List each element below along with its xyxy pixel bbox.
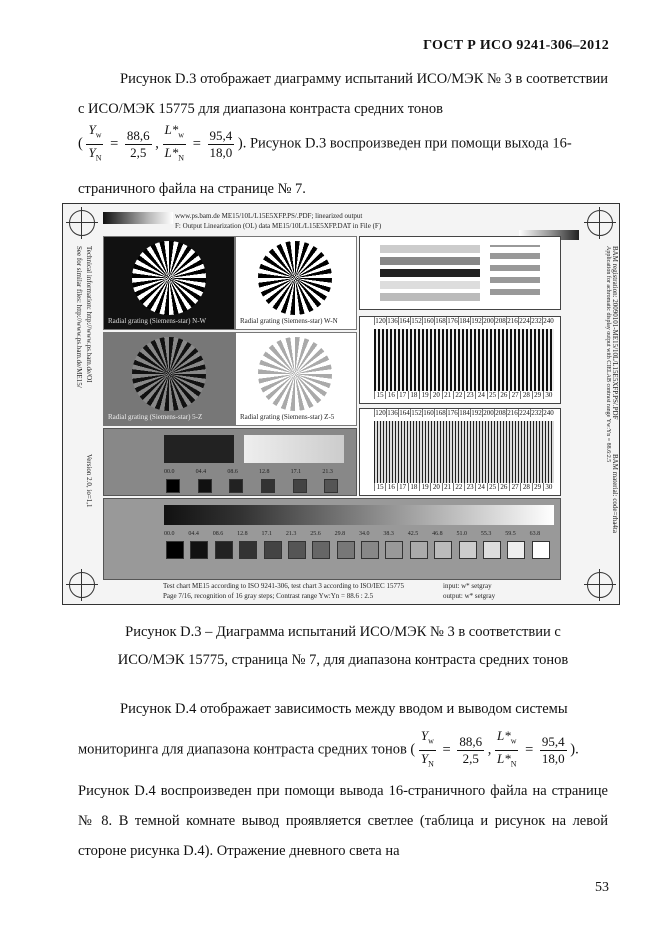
scale-tick-label: 216	[507, 317, 518, 325]
gray-step-label: 46.8	[432, 531, 443, 537]
gray-step-label: 42.5	[407, 531, 419, 537]
scale-tick-label: 184	[459, 409, 470, 417]
siemens-star-label: Radial grating (Siemens-star) 5-Z	[108, 413, 203, 421]
fraction-values-2	[208, 128, 235, 161]
v2-den: 18,0	[209, 144, 233, 160]
registration-mark-icon	[587, 210, 613, 236]
scale-bottom	[374, 391, 554, 399]
scale-tick-label: 164	[399, 317, 410, 325]
gray-gradient	[164, 505, 554, 525]
yn-sub: N	[95, 153, 102, 163]
scale-tick-label: 160	[423, 409, 434, 417]
siemens-star-panel	[103, 332, 235, 426]
scale-tick-label: 23	[464, 483, 475, 491]
equals-sign-2: =	[192, 135, 201, 152]
scale-tick-label: 15	[374, 483, 385, 491]
paragraph-2-continuation: мониторинга для диапазона контраста средних тонов (	[78, 741, 416, 758]
gray-step-square	[324, 479, 338, 493]
scale-tick-label: 240	[543, 409, 554, 417]
gray-step-square	[293, 479, 307, 493]
scale-tick-label: 29	[532, 391, 543, 399]
chart-bottom-right-2: output: w* setgray	[443, 592, 496, 600]
formula-line-2	[78, 728, 579, 772]
gray-step-square	[288, 541, 306, 559]
scale-tick-label: 15	[374, 391, 385, 399]
gray-step-square	[385, 541, 403, 559]
scale-tick-label: 200	[483, 317, 494, 325]
gray-step-block	[164, 435, 234, 463]
gray-band	[380, 269, 480, 277]
step-row	[164, 469, 354, 491]
gray-step-label: 00.0	[164, 531, 175, 537]
gray-step-square	[312, 541, 330, 559]
scale-tick-label: 29	[532, 483, 543, 491]
gray-step-square	[166, 479, 180, 493]
fraction-y	[419, 728, 436, 772]
scale-tick-label: 28	[520, 391, 531, 399]
siemens-star-panel	[235, 236, 357, 330]
gray-step-label: 63.8	[529, 531, 541, 537]
paragraph-1-end: страничного файла на странице № 7.	[78, 181, 306, 197]
scale-tick-label: 25	[487, 483, 498, 491]
scale-tick-label: 168	[435, 409, 446, 417]
gray-step-square	[261, 479, 275, 493]
scale-tick-label: 20	[430, 391, 441, 399]
scale-tick-label: 216	[507, 409, 518, 417]
registration-mark-icon	[69, 210, 95, 236]
siemens-star-panel	[235, 332, 357, 426]
scale-tick-label: 240	[543, 317, 554, 325]
lw-symbol: L*	[496, 728, 511, 743]
scale-tick-label: 192	[471, 409, 482, 417]
siemens-star-label: Radial grating (Siemens-star) N-W	[108, 317, 207, 325]
siemens-star-panel	[103, 236, 235, 330]
scale-tick-label: 22	[453, 391, 464, 399]
registration-mark-icon	[587, 572, 613, 598]
gray-step-label: 34.0	[359, 531, 370, 537]
scale-tick-label: 136	[387, 409, 398, 417]
gray-step-label: 25.6	[310, 531, 321, 537]
scale-tick-label: 16	[385, 391, 396, 399]
fraction-l	[163, 122, 187, 166]
scale-tick-label: 23	[464, 391, 475, 399]
gray-step-panel	[103, 428, 357, 496]
figure-caption-line-2: ИСО/МЭК 15775, страница № 7, для диапазона контраста средних тонов	[117, 652, 569, 668]
paragraph-1-continuation: ). Рисунок D.3 воспроизведен при помощи выхода 16-	[237, 135, 572, 152]
right-vertical-text-1: BAM registration: 20090101-ME15/10L/L15E5XFP.PS/.PDF	[611, 246, 619, 420]
gray-step-label: 59.5	[505, 531, 516, 537]
scale-tick-label: 18	[408, 483, 419, 491]
gray-step-label: 08.6	[227, 469, 238, 475]
chart-bottom-line-2: Page 7/16, recognition of 16 gray steps; Contrast range Yw:Yn = 88.6 : 2.5	[163, 592, 374, 600]
gray-step-square	[459, 541, 477, 559]
lw-symbol: L*	[164, 122, 179, 137]
scale-tick-label: 232	[531, 409, 542, 417]
gray-step-label: 21.3	[322, 469, 333, 475]
scale-tick-label: 192	[471, 317, 482, 325]
step-row	[164, 531, 554, 571]
line-raster-panel	[359, 316, 561, 404]
scale-tick-label: 21	[442, 483, 453, 491]
comma: ,	[487, 741, 492, 758]
scale-tick-label: 20	[430, 483, 441, 491]
ln-symbol: L*	[496, 750, 511, 766]
v1-den: 2,5	[130, 144, 147, 160]
scale-tick-label: 22	[453, 483, 464, 491]
gray-step-label: 08.6	[212, 531, 224, 537]
lw-sub: w	[178, 130, 185, 140]
yw-sub: w	[95, 130, 102, 140]
fraction-values-1	[125, 128, 152, 161]
gray-band	[380, 293, 480, 301]
gray-step-square	[434, 541, 452, 559]
scale-tick-label: 24	[475, 483, 486, 491]
gray-step-label: 17.1	[290, 469, 302, 475]
scale-tick-label: 30	[543, 391, 554, 399]
gray-band	[490, 245, 540, 301]
scale-tick-label: 224	[519, 317, 530, 325]
gray-band	[380, 257, 480, 265]
scale-top	[374, 317, 554, 325]
gray-step-square	[483, 541, 501, 559]
ln-symbol: L*	[164, 144, 179, 160]
chart-bottom-line-1: Test chart ME15 according to ISO 9241-306, test chart 3 according to ISO/IEC 15775	[163, 582, 404, 590]
test-chart-figure	[62, 203, 620, 605]
scale-tick-label: 176	[447, 317, 458, 325]
gray-step-label: 21.3	[285, 531, 297, 537]
gray-step-label: 51.0	[456, 531, 467, 537]
chart-top-line-2: F: Output Linearization (OL) data ME15/10L/L15E5XFP.DAT in File (F)	[175, 222, 382, 230]
gray-step-square	[264, 541, 282, 559]
gray-step-label: 04.4	[188, 531, 199, 537]
scale-tick-label: 16	[385, 483, 396, 491]
comma: ,	[155, 135, 159, 152]
page-number: 53	[595, 880, 609, 895]
gray-step-label: 12.8	[259, 469, 270, 475]
siemens-star	[132, 241, 206, 315]
line-raster	[374, 329, 554, 391]
gray-step-label: 55.3	[480, 531, 492, 537]
scale-tick-label: 27	[509, 391, 520, 399]
formula-line-1	[78, 122, 572, 166]
gray-step-square	[507, 541, 525, 559]
scale-tick-label: 160	[423, 317, 434, 325]
scale-tick-label: 164	[399, 409, 410, 417]
gray-step-label: 29.8	[334, 531, 346, 537]
gray-step-label: 00.0	[164, 469, 175, 475]
line-raster	[374, 421, 554, 483]
yw-symbol: Y	[88, 122, 96, 137]
chart-bottom-right-1: input: w* setgray	[443, 582, 492, 590]
document-header: ГОСТ Р ИСО 9241-306–2012	[423, 38, 609, 53]
scale-tick-label: 17	[397, 483, 408, 491]
gray-step-square	[361, 541, 379, 559]
ln-sub: N	[178, 153, 185, 163]
gray-scale-panel	[103, 498, 561, 580]
gray-step-block	[244, 435, 344, 463]
v2-den: 18,0	[541, 750, 565, 766]
right-vertical-text-2: Application for achromatic display output with CIELAB contrast range Yw:Yn = 88.6:2.5	[605, 246, 611, 463]
fraction-values-1	[457, 734, 484, 767]
gray-band	[380, 245, 480, 253]
scale-tick-label: 168	[435, 317, 446, 325]
gray-step-square	[190, 541, 208, 559]
equals-sign: =	[442, 741, 451, 758]
right-vertical-text-3: BAM material: code=rha4ta	[611, 454, 619, 533]
scale-tick-label: 120	[375, 409, 386, 417]
v1-den: 2,5	[462, 750, 479, 766]
left-vertical-text-1: See for similar files: http://www.ps.bam.de/ME15/	[75, 246, 83, 388]
scale-tick-label: 136	[387, 317, 398, 325]
gray-step-square	[229, 479, 243, 493]
yn-symbol: Y	[420, 750, 429, 766]
paragraph-1: Рисунок D.3 отображает диаграмму испытаний ИСО/МЭК № 3 в соответствии с ИСО/МЭК 15775 для диапазона контраста средних тонов	[78, 71, 608, 117]
scale-tick-label: 232	[531, 317, 542, 325]
scale-tick-label: 152	[411, 409, 422, 417]
scale-tick-label: 26	[498, 483, 509, 491]
gray-step-label: 12.8	[237, 531, 248, 537]
landolt-ring-panel	[359, 236, 561, 310]
scale-tick-label: 224	[519, 409, 530, 417]
scale-top	[374, 409, 554, 417]
equals-sign-2: =	[525, 741, 534, 758]
fraction-y	[86, 122, 103, 166]
siemens-star	[258, 241, 332, 315]
v1-num: 88,6	[459, 733, 483, 749]
left-vertical-text-2: Technical information: http://www.ps.bam.de/OI	[85, 246, 93, 383]
gray-step-square	[239, 541, 257, 559]
scale-tick-label: 30	[543, 483, 554, 491]
gray-step-label: 04.4	[195, 469, 207, 475]
scale-tick-label: 152	[411, 317, 422, 325]
v1-num: 88,6	[126, 127, 150, 143]
scale-tick-label: 19	[419, 483, 430, 491]
yn-symbol: Y	[88, 144, 96, 160]
scale-tick-label: 18	[408, 391, 419, 399]
chart-top-line-1: www.ps.bam.de ME15/10L/L15E5XFP.PS/.PDF; linearized output	[175, 212, 363, 220]
registration-mark-icon	[69, 572, 95, 598]
scale-tick-label: 25	[487, 391, 498, 399]
scale-tick-label: 27	[509, 483, 520, 491]
gray-step-square	[410, 541, 428, 559]
gray-step-square	[166, 541, 184, 559]
scale-tick-label: 120	[375, 317, 386, 325]
scale-tick-label: 208	[495, 409, 506, 417]
figure-caption-line-1: Рисунок D.3 – Диаграмма испытаний ИСО/МЭК № 3 в соответствии с	[125, 624, 561, 640]
yn-sub: N	[428, 759, 434, 769]
siemens-star	[132, 337, 206, 411]
scale-tick-label: 17	[397, 391, 408, 399]
line-raster-panel	[359, 408, 561, 496]
fraction-values-2	[540, 734, 567, 767]
v2-num: 95,4	[541, 733, 565, 749]
lw-sub: w	[510, 736, 517, 746]
left-vertical-text-3: Version 2.0, io=1,1	[85, 454, 93, 508]
yw-sub: w	[428, 736, 434, 746]
gray-step-square	[532, 541, 550, 559]
yw-symbol: Y	[420, 728, 429, 743]
scale-tick-label: 28	[520, 483, 531, 491]
gray-wedge	[103, 212, 173, 224]
scale-tick-label: 208	[495, 317, 506, 325]
gray-step-square	[337, 541, 355, 559]
gray-band	[380, 281, 480, 289]
gray-step-label: 17.1	[261, 531, 272, 537]
scale-tick-label: 200	[483, 409, 494, 417]
paragraph-3: Рисунок D.4 воспроизведен при помощи вывода 16-страничного файла на странице № 8. В темной комнате вывод проявляется светлее (таблица и рисунок на левой стороне рисунка D.4). Отражение дневного света на	[78, 783, 608, 859]
siemens-star	[258, 337, 332, 411]
gray-step-square	[215, 541, 233, 559]
gray-step-square	[198, 479, 212, 493]
scale-tick-label: 19	[419, 391, 430, 399]
fraction-l	[495, 728, 519, 772]
scale-tick-label: 21	[442, 391, 453, 399]
ln-sub: N	[510, 759, 517, 769]
scale-tick-label: 184	[459, 317, 470, 325]
equals-sign: =	[110, 135, 119, 152]
paren-open: (	[78, 135, 83, 152]
scale-tick-label: 24	[475, 391, 486, 399]
gray-step-label: 38.3	[383, 531, 394, 537]
scale-tick-label: 26	[498, 391, 509, 399]
v2-num: 95,4	[209, 127, 233, 143]
siemens-star-label: Radial grating (Siemens-star) W-N	[240, 317, 338, 325]
paragraph-2: Рисунок D.4 отображает зависимость между вводом и выводом системы	[120, 701, 568, 717]
paragraph-2-end: ).	[570, 741, 579, 758]
scale-tick-label: 176	[447, 409, 458, 417]
siemens-star-label: Radial grating (Siemens-star) Z-5	[240, 413, 335, 421]
scale-bottom	[374, 483, 554, 491]
